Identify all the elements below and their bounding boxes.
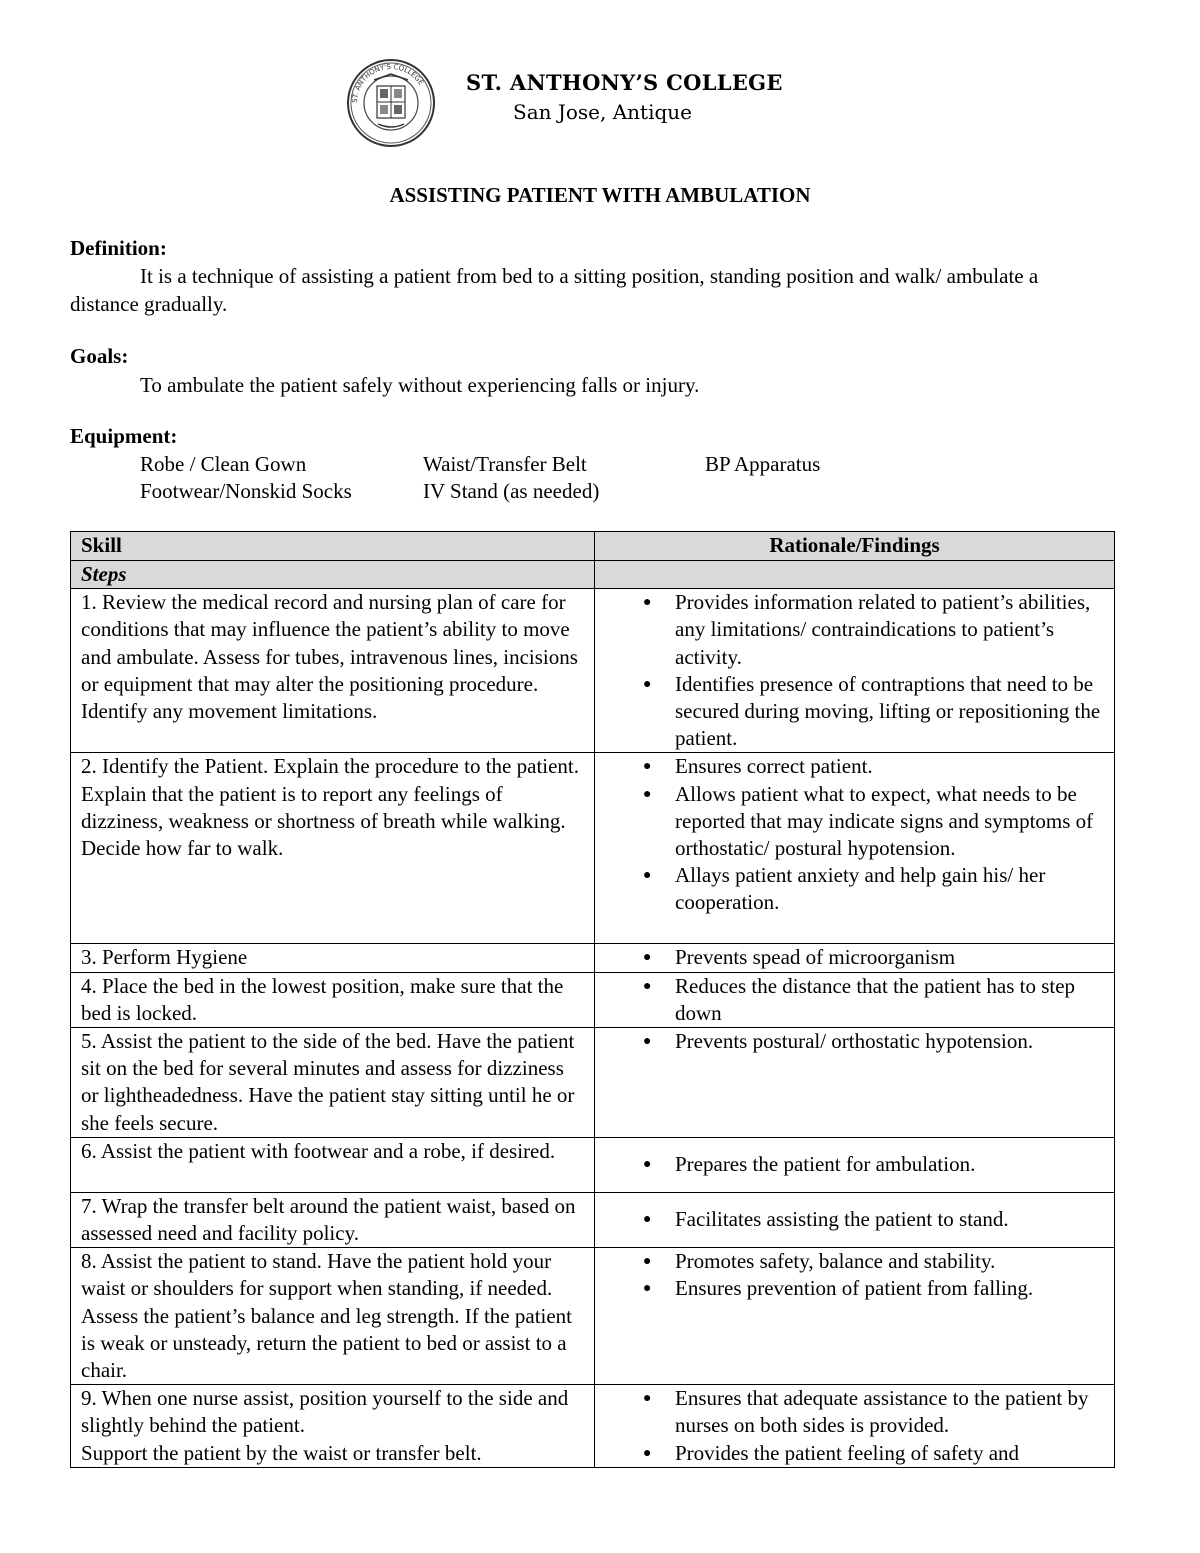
rationale-cell xyxy=(595,1028,1115,1138)
page-title: ASSISTING PATIENT WITH AMBULATION xyxy=(389,183,811,207)
college-location: San Jose, Antique xyxy=(513,100,693,124)
college-name: ST. ANTHONY’S COLLEGE xyxy=(466,70,783,95)
rationale-cell xyxy=(595,1385,1115,1468)
empty-cell xyxy=(595,561,1115,589)
rationale-column-header: Rationale/Findings xyxy=(595,532,1115,561)
rationale-cell xyxy=(595,589,1115,753)
definition-text: It is a technique of assisting a patient from bed to a sitting position, standing position and walk/ ambulate a distance gradually. xyxy=(70,264,1039,316)
rationale-item: ● Promotes safety, balance and stability. xyxy=(675,1248,1104,1275)
rationale-cell xyxy=(595,753,1115,944)
skill-column-header: Skill xyxy=(71,532,595,561)
rationale-cell xyxy=(595,1137,1115,1192)
rationale-item: ● Reduces the distance that the patient has to step down xyxy=(675,973,1104,1027)
table-row xyxy=(71,753,1115,944)
skill-cell: 2. Identify the Patient. Explain the procedure to the patient. Explain that the patient is to report any feelings of dizziness, weakness or shortness of breath while walking. Decide how far to walk. xyxy=(71,753,595,944)
steps-subheader-row xyxy=(71,561,1115,589)
seal-text: ST. ANTHONY'S COLLEGE xyxy=(350,62,426,104)
rationale-item: ● Prepares the patient for ambulation. xyxy=(675,1151,1104,1178)
skill-cell: 5. Assist the patient to the side of the bed. Have the patient sit on the bed for several minutes and assess for dizziness or lightheadedness. Have the patient stay sitting until he or she feels secure. xyxy=(71,1028,595,1138)
table-row xyxy=(71,1192,1115,1247)
definition-label: Definition: xyxy=(70,236,167,260)
rationale-item: ● Ensures correct patient. xyxy=(675,753,1104,780)
skill-line: Support the patient by the waist or transfer belt. xyxy=(81,1440,482,1465)
college-seal-logo xyxy=(346,58,436,148)
table-row xyxy=(71,1248,1115,1385)
steps-subheader: Steps xyxy=(71,561,595,589)
rationale-cell xyxy=(595,972,1115,1027)
rationale-item: ● Identifies presence of contraptions that need to be secured during moving, lifting or repositioning the patient. xyxy=(675,671,1104,753)
skill-cell: 7. Wrap the transfer belt around the patient waist, based on assessed need and facility policy. xyxy=(71,1192,595,1247)
rationale-item: ● Provides the patient feeling of safety and xyxy=(675,1440,1104,1467)
table-row xyxy=(71,944,1115,972)
table-row xyxy=(71,972,1115,1027)
rationale-item: ● Prevents spead of microorganism xyxy=(675,944,1104,971)
skill-line: 9. When one nurse assist, position yourself to the side and slightly behind the patient. xyxy=(81,1386,569,1438)
rationale-cell xyxy=(595,1192,1115,1247)
rationale-item: ● Prevents postural/ orthostatic hypotension. xyxy=(675,1028,1104,1055)
table-row xyxy=(71,1137,1115,1192)
rationale-item: ● Allays patient anxiety and help gain his/ her cooperation. xyxy=(675,862,1104,916)
equipment-item: Robe / Clean Gown xyxy=(140,452,307,476)
equipment-label: Equipment: xyxy=(70,424,178,448)
equipment-item: Footwear/Nonskid Socks xyxy=(140,479,352,503)
rationale-item: ● Ensures that adequate assistance to the patient by nurses on both sides is provided. xyxy=(675,1385,1104,1439)
equipment-item: BP Apparatus xyxy=(705,452,821,476)
equipment-item: IV Stand (as needed) xyxy=(423,479,600,503)
skill-cell: 3. Perform Hygiene xyxy=(71,944,595,972)
skill-cell: 8. Assist the patient to stand. Have the patient hold your waist or shoulders for support when standing, if needed. Assess the patient’s balance and leg strength. If the patient is weak or unsteady, return the patient to bed or assist to a chair. xyxy=(71,1248,595,1385)
rationale-item: ● Provides information related to patient’s abilities, any limitations/ contraindications to patient’s activity. xyxy=(675,589,1104,671)
rationale-cell xyxy=(595,1248,1115,1385)
rationale-item: ● Allows patient what to expect, what needs to be reported that may indicate signs and symptoms of orthostatic/ postural hypotension. xyxy=(675,781,1104,863)
skill-cell xyxy=(71,1385,595,1468)
procedure-table xyxy=(70,531,1115,1468)
equipment-item: Waist/Transfer Belt xyxy=(423,452,587,476)
table-row xyxy=(71,1385,1115,1468)
goals-label: Goals: xyxy=(70,344,129,368)
table-row xyxy=(71,1028,1115,1138)
goals-text: To ambulate the patient safely without experiencing falls or injury. xyxy=(140,373,700,397)
skill-cell: 1. Review the medical record and nursing plan of care for conditions that may influence the patient’s ability to move and ambulate. Assess for tubes, intravenous lines, incisions or equipment that may alter the positioning procedure. Identify any movement limitations. xyxy=(71,589,595,753)
rationale-item: ● Facilitates assisting the patient to stand. xyxy=(675,1206,1104,1233)
rationale-cell xyxy=(595,944,1115,972)
skill-cell: 4. Place the bed in the lowest position, make sure that the bed is locked. xyxy=(71,972,595,1027)
skill-cell: 6. Assist the patient with footwear and a robe, if desired. xyxy=(71,1137,595,1192)
table-header-row xyxy=(71,532,1115,561)
rationale-item: ● Ensures prevention of patient from falling. xyxy=(675,1275,1104,1302)
table-row xyxy=(71,589,1115,753)
